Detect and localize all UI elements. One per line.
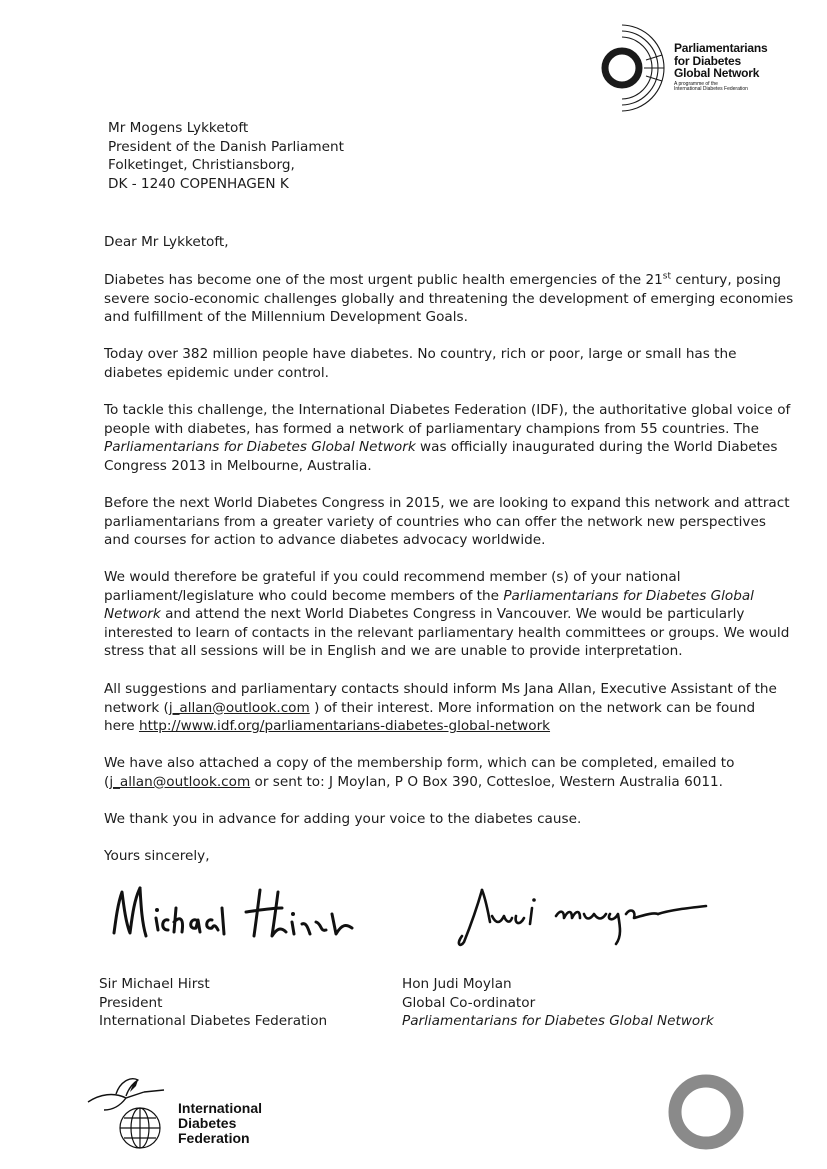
p7-line1: We have also attached a copy of the membership form, which can be completed, emailed to bbox=[104, 755, 735, 771]
p5-line1: We would therefore be grateful if you could recommend member (s) of your national bbox=[104, 569, 681, 585]
idf-name-line: Diabetes bbox=[178, 1115, 237, 1131]
p3-line1: To tackle this challenge, the International Diabetes Federation (IDF), the authoritative global voice of bbox=[104, 402, 791, 418]
idf-globe-bird-icon bbox=[86, 1072, 170, 1152]
email-link[interactable]: j_allan@outlook.com bbox=[109, 773, 251, 790]
pdgn-title-line: Global Network bbox=[674, 66, 760, 80]
p5-line2: parliament/legislature who could become members of the bbox=[104, 587, 504, 604]
signatory-title: Global Co-ordinator bbox=[402, 994, 536, 1011]
network-name-italic: Parliamentarians for Diabetes Global bbox=[503, 587, 754, 604]
p4-line3: and courses for action to advance diabetes advocacy worldwide. bbox=[104, 532, 546, 549]
pdgn-subtitle-line: International Diabetes Federation bbox=[674, 86, 748, 93]
pdgn-logo bbox=[594, 20, 768, 120]
p6-line2-start: network ( bbox=[104, 699, 169, 716]
p4-line2: parliamentarians from a greater variety of countries who can offer the network new perspectives bbox=[104, 513, 766, 530]
p6-line2-end: ) of their interest. More information on the network can be found bbox=[309, 699, 756, 716]
recipient-line: Mr Mogens Lykketoft bbox=[108, 120, 249, 136]
signatory-right bbox=[402, 975, 714, 1031]
signatory-title: President bbox=[99, 994, 163, 1011]
paragraph-7 bbox=[104, 754, 744, 791]
recipient-address bbox=[108, 119, 344, 193]
signatory-org: Parliamentarians for Diabetes Global Network bbox=[402, 1013, 714, 1030]
signatory-left bbox=[99, 975, 327, 1031]
p1-line1: Diabetes has become one of the most urgent public health emergencies of the 21 bbox=[104, 272, 663, 288]
pdgn-title-line: Parliamentarians bbox=[674, 41, 768, 55]
signatory-org: International Diabetes Federation bbox=[99, 1013, 328, 1030]
pdgn-subtitle-line: A programme of the bbox=[674, 80, 718, 87]
p5-line3-end: and attend the next World Diabetes Congress in Vancouver. We would be particularly bbox=[160, 606, 745, 623]
paragraph-4 bbox=[104, 494, 790, 550]
network-name-italic: Parliamentarians for Diabetes Global Network bbox=[104, 439, 416, 456]
paragraph-1 bbox=[104, 271, 794, 327]
idf-logo bbox=[86, 1072, 286, 1152]
email-link[interactable]: j_allan@outlook.com bbox=[168, 699, 310, 716]
recipient-line: Folketinget, Christiansborg, bbox=[108, 157, 295, 174]
p2-line2: diabetes epidemic under control. bbox=[104, 364, 329, 381]
idf-name-line: International bbox=[178, 1100, 263, 1116]
idf-name-line: Federation bbox=[178, 1130, 250, 1146]
p5-line4: interested to learn of contacts in the relevant parliamentary health committees or groups. We would bbox=[104, 624, 790, 641]
paragraph-3 bbox=[104, 401, 791, 475]
p6-line3-start: here bbox=[104, 718, 139, 735]
signature-judi-moylan bbox=[452, 886, 712, 954]
recipient-line: President of the Danish Parliament bbox=[108, 138, 344, 155]
paragraph-8: We thank you in advance for adding your voice to the diabetes cause. bbox=[104, 811, 582, 827]
paragraph-6 bbox=[104, 680, 777, 736]
p3-line2: people with diabetes, has formed a network of parliamentary champions from 55 countries. The bbox=[104, 420, 759, 437]
pdgn-logo-text bbox=[674, 42, 766, 93]
pdgn-ring-icon bbox=[594, 20, 670, 120]
paragraph-5 bbox=[104, 568, 790, 661]
salutation: Dear Mr Lykketoft, bbox=[104, 234, 229, 250]
network-url-link[interactable]: http://www.idf.org/parliamentarians-diabetes-global-network bbox=[138, 718, 551, 735]
p6-line1: All suggestions and parliamentary contacts should inform Ms Jana Allan, Executive Assistant of the bbox=[104, 681, 777, 697]
signatory-name: Sir Michael Hirst bbox=[99, 976, 210, 992]
diabetes-ring-icon bbox=[666, 1072, 746, 1152]
p5-line5: stress that all sessions will be in English and we are unable to provide interpretation. bbox=[104, 643, 683, 660]
recipient-line: DK - 1240 COPENHAGEN K bbox=[108, 175, 289, 192]
p1-line2: severe socio-economic challenges globally and threatening the development of emerging economies bbox=[104, 290, 794, 307]
p7-line2-end: or sent to: J Moylan, P O Box 390, Cottesloe, Western Australia 6011. bbox=[250, 773, 723, 790]
p2-line1: Today over 382 million people have diabetes. No country, rich or poor, large or small has the bbox=[104, 346, 737, 362]
network-name-italic: Network bbox=[104, 606, 161, 623]
p1-line1-end: century, posing bbox=[671, 272, 782, 288]
pdgn-title-line: for Diabetes bbox=[674, 53, 741, 68]
p1-line3: and fulfillment of the Millennium Development Goals. bbox=[104, 309, 468, 326]
signatory-name: Hon Judi Moylan bbox=[402, 976, 512, 992]
signature-michael-hirst bbox=[110, 878, 360, 948]
p1-superscript: st bbox=[662, 271, 671, 282]
idf-name bbox=[178, 1101, 262, 1146]
paragraph-2 bbox=[104, 345, 744, 382]
p3-line3-end: was officially inaugurated during the World Diabetes bbox=[415, 439, 778, 456]
p3-line4: Congress 2013 in Melbourne, Australia. bbox=[104, 457, 372, 474]
closing: Yours sincerely, bbox=[104, 848, 210, 864]
p7-line2-start: ( bbox=[104, 773, 110, 790]
p4-line1: Before the next World Diabetes Congress in 2015, we are looking to expand this network and attract bbox=[104, 495, 790, 511]
